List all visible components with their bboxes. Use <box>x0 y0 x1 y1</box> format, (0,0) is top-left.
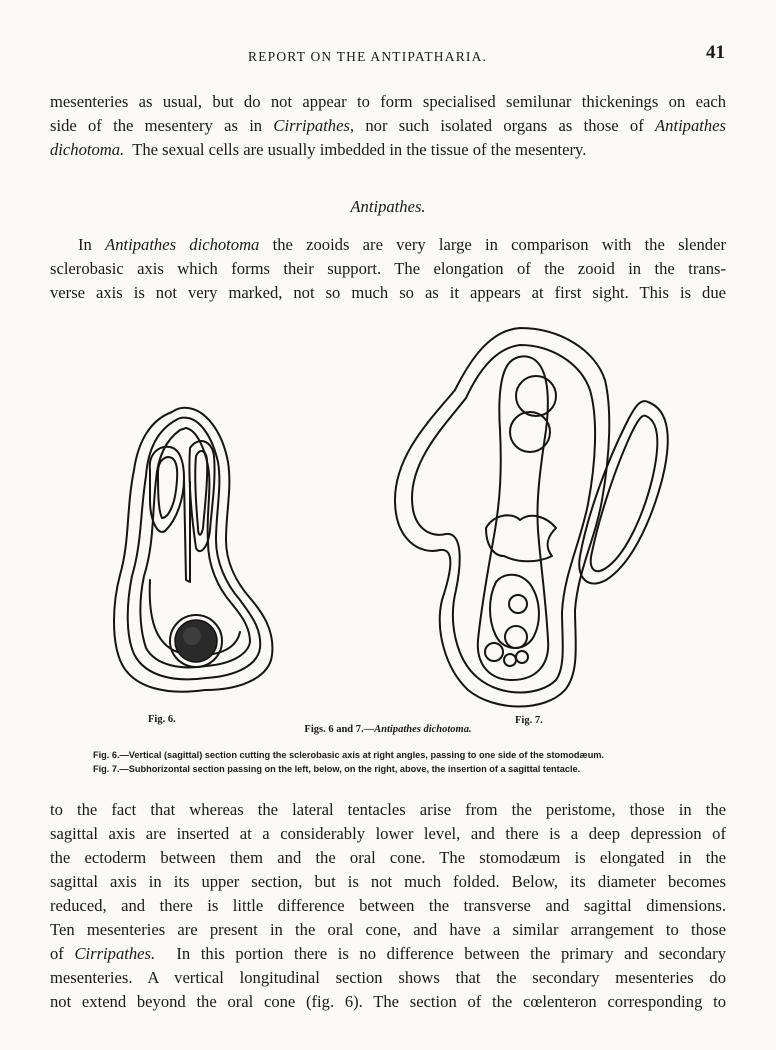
section-heading: Antipathes. <box>350 197 426 216</box>
text-line: verse axis is not very marked, not so much so as it appears at first sight. This is due <box>50 283 726 302</box>
figure-6-caption: Fig. 6.—Vertical (sagittal) section cutting the sclerobasic axis at right angles, passing to one side of the stomodæum. <box>93 750 605 760</box>
text-line: side of the mesentery as in Cirripathes, nor such isolated organs as those of Antipathes <box>50 116 727 135</box>
fig7-small-circle-1 <box>509 595 527 613</box>
fig6-inner-u <box>150 580 240 655</box>
paragraph-3 <box>50 798 726 1014</box>
fig6-axis-texture <box>183 627 201 645</box>
text-line: reduced, and there is little difference between the transverse and sagittal dimensions. <box>50 896 726 915</box>
fig7-small-circle-5 <box>516 651 528 663</box>
text-line: sagittal axis are inserted at a considerably lower level, and there is a deep depression of <box>50 824 726 843</box>
text-line: Ten mesenteries are present in the oral cone, and have a similar arrangement to those <box>50 920 726 939</box>
text-line: sclerobasic axis which forms their support. The elongation of the zooid in the trans- <box>50 259 726 278</box>
page-number: 41 <box>706 42 725 63</box>
fig6-stalk <box>184 480 190 582</box>
fig7-tentacle-outer <box>579 401 668 583</box>
figure-7-label: Fig. 7. <box>515 715 543 726</box>
paragraph-2 <box>50 233 726 305</box>
fig7-small-circle-4 <box>504 654 516 666</box>
fig7-small-circle-2 <box>505 626 527 648</box>
fig6-third-outline <box>140 428 250 667</box>
text-line: the ectoderm between them and the oral cone. The stomodæum is elongated in the <box>50 848 726 867</box>
fig7-upper-circle-2 <box>510 412 550 452</box>
text-line: mesenteries. A vertical longitudinal section shows that the secondary mesenteries do <box>50 968 726 987</box>
text-line: dichotoma. The sexual cells are usually imbedded in the tissue of the mesentery. <box>50 140 587 159</box>
figure-7-caption: Fig. 7.—Subhorizontal section passing on the left, below, on the right, above, the insertion of a sagittal tentacle. <box>93 764 581 774</box>
fig6-axis-core <box>175 620 217 662</box>
text-line: In Antipathes dichotoma the zooids are very large in comparison with the slender <box>78 235 726 254</box>
fig6-left-lobe <box>150 447 184 532</box>
fig6-axis-ring <box>170 615 222 667</box>
fig7-lower-loop <box>490 575 539 648</box>
fig6-inner-outline <box>128 418 260 680</box>
fig7-middle-body <box>486 515 556 561</box>
figure-6-label: Fig. 6. <box>148 714 176 725</box>
text-line: of Cirripathes. In this portion there is no difference between the primary and secondary <box>50 944 726 963</box>
fig7-tentacle-inner <box>591 416 658 572</box>
text-line: sagittal axis in its upper section, but is not much folded. Below, its diameter becomes <box>50 872 726 891</box>
paragraph-1 <box>50 90 726 162</box>
fig7-small-circle-3 <box>485 643 503 661</box>
fig7-outer-outline <box>395 328 609 707</box>
fig6-left-lobe-inner <box>158 457 177 518</box>
fig6-right-lobe <box>189 441 214 551</box>
fig7-upper-circle-1 <box>516 376 556 416</box>
fig6-outer-outline <box>114 408 272 692</box>
fig7-second-outline <box>412 345 595 693</box>
fig7-column <box>478 356 548 680</box>
text-line: not extend beyond the oral cone (fig. 6). The section of the cœlenteron corresponding to <box>50 992 726 1011</box>
text-line: mesenteries as usual, but do not appear to form specialised semilunar thickenings on each <box>50 92 726 111</box>
running-title: REPORT ON THE ANTIPATHARIA. <box>248 49 488 64</box>
fig6-right-lobe-inner <box>195 451 207 535</box>
figures-caption: Figs. 6 and 7.—Antipathes dichotoma. <box>304 724 472 735</box>
text-line: to the fact that whereas the lateral tentacles arise from the peristome, those in the <box>50 800 726 819</box>
